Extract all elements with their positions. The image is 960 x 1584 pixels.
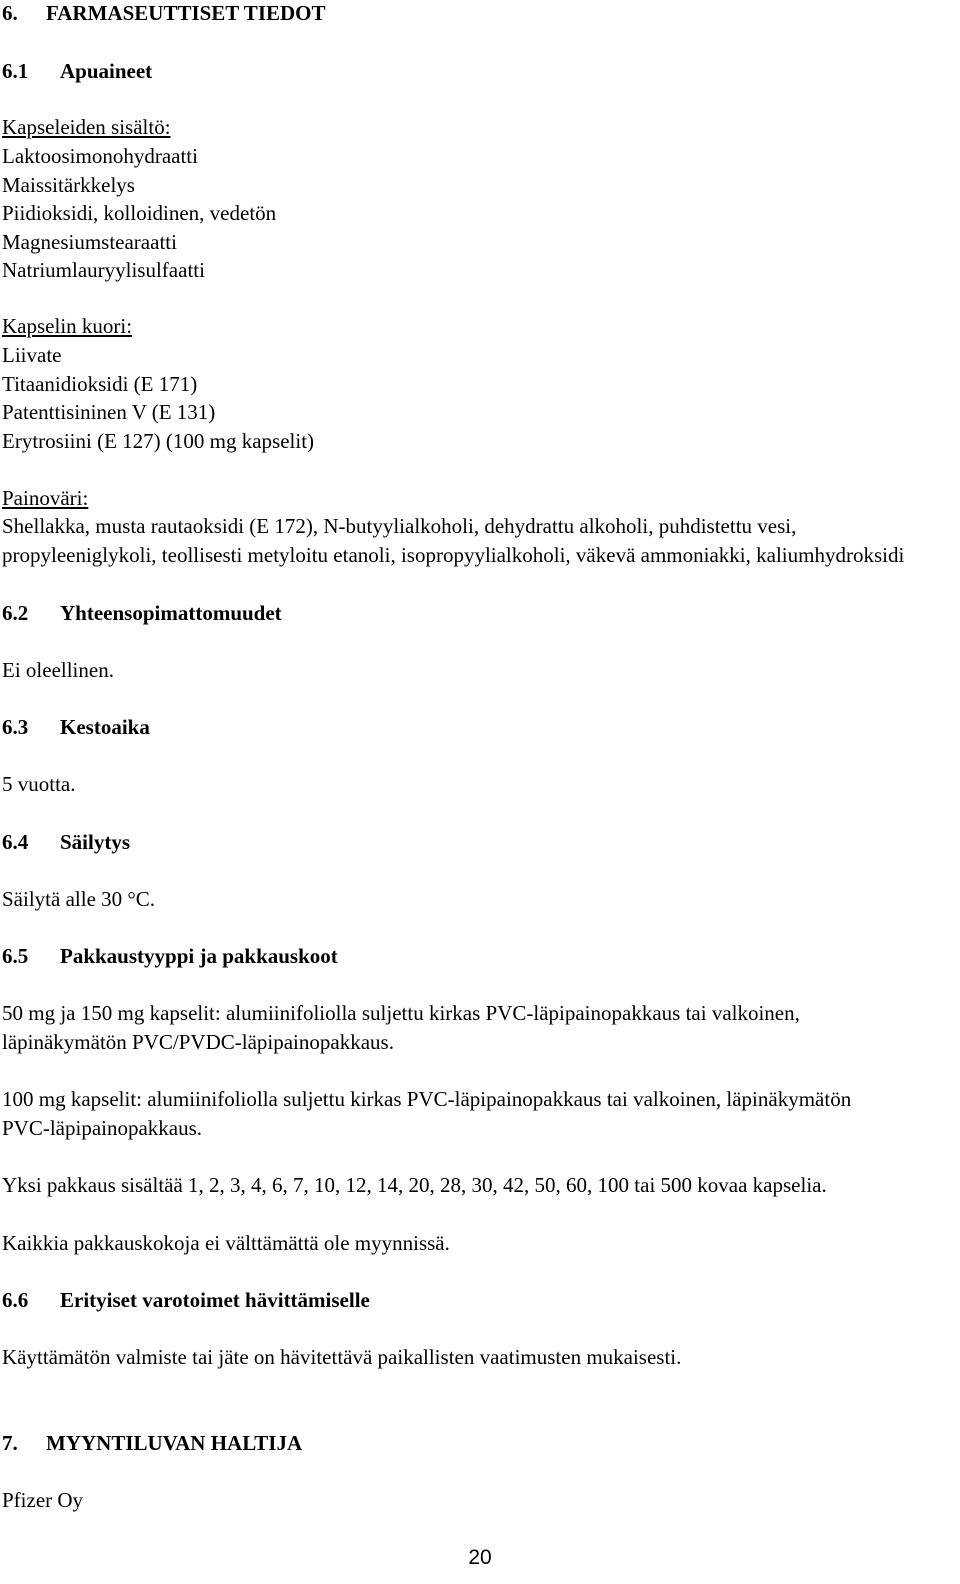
- subsection-number: 6.5: [2, 944, 29, 968]
- subsection-6-2-heading: [2, 603, 282, 624]
- subsection-6-6-heading: [2, 1290, 370, 1311]
- ink-line: Shellakka, musta rautaoksidi (E 172), N-butyylialkoholi, dehydrattu alkoholi, puhdistettu vesi,: [2, 514, 797, 538]
- capsule-contents-item: Piidioksidi, kolloidinen, vedetön: [2, 201, 277, 225]
- section-6-heading: [2, 3, 326, 24]
- section-title: MYYNTILUVAN HALTIJA: [46, 1431, 303, 1455]
- subsection-title: Apuaineet: [60, 59, 153, 83]
- capsule-contents-item: Natriumlauryylisulfaatti: [2, 258, 205, 282]
- marketing-authorisation-holder: Pfizer Oy: [2, 1488, 84, 1512]
- subsection-title: Yhteensopimattomuudet: [60, 601, 282, 625]
- ink-heading: Painoväri:: [2, 486, 89, 510]
- section-number: 6.: [2, 1, 18, 25]
- subsection-6-3-heading: [2, 717, 150, 738]
- subsection-number: 6.4: [2, 830, 29, 854]
- subsection-number: 6.3: [2, 715, 29, 739]
- capsule-contents-item: Maissitärkkelys: [2, 173, 135, 197]
- pack-sizes-paragraph: Yksi pakkaus sisältää 1, 2, 3, 4, 6, 7, 10, 12, 14, 20, 28, 30, 42, 50, 60, 100 tai 500 kovaa kapselia.: [2, 1173, 827, 1197]
- section-title: FARMASEUTTISET TIEDOT: [46, 1, 326, 25]
- packaging-paragraph-line: 100 mg kapselit: alumiinifoliolla suljettu kirkas PVC-läpipainopakkaus tai valkoinen, läpinäkymätön: [2, 1087, 852, 1111]
- subsection-title: Erityiset varotoimet hävittämiselle: [60, 1288, 370, 1312]
- capsule-contents-heading: Kapseleiden sisältö:: [2, 115, 171, 139]
- subsection-title: Säilytys: [60, 830, 131, 854]
- subsection-title: Kestoaika: [60, 715, 150, 739]
- packaging-paragraph-line: läpinäkymätön PVC/PVDC-läpipainopakkaus.: [2, 1030, 394, 1054]
- marketing-note-paragraph: Kaikkia pakkauskokoja ei välttämättä ole myynnissä.: [2, 1231, 450, 1255]
- capsule-shell-item: Erytrosiini (E 127) (100 mg kapselit): [2, 429, 315, 453]
- subsection-number: 6.1: [2, 59, 29, 83]
- capsule-contents-item: Laktoosimonohydraatti: [2, 144, 198, 168]
- subsection-6-6-text: Käyttämätön valmiste tai jäte on hävitettävä paikallisten vaatimusten mukaisesti.: [2, 1345, 682, 1369]
- capsule-shell-heading: Kapselin kuori:: [2, 314, 133, 338]
- subsection-6-1-heading: [2, 61, 152, 82]
- subsection-6-4-text: Säilytä alle 30 °C.: [2, 887, 156, 911]
- subsection-title: Pakkaustyyppi ja pakkauskoot: [60, 944, 338, 968]
- subsection-number: 6.6: [2, 1288, 29, 1312]
- subsection-6-4-heading: [2, 832, 130, 853]
- packaging-paragraph-line: PVC-läpipainopakkaus.: [2, 1116, 203, 1140]
- page-number: 20: [468, 1546, 492, 1569]
- subsection-6-5-heading: [2, 946, 338, 967]
- capsule-shell-item: Patenttisininen V (E 131): [2, 400, 216, 424]
- capsule-shell-item: Titaanidioksidi (E 171): [2, 372, 198, 396]
- capsule-contents-item: Magnesiumstearaatti: [2, 230, 177, 254]
- capsule-shell-item: Liivate: [2, 343, 62, 367]
- ink-line: propyleeniglykoli, teollisesti metyloitu etanoli, isopropyylialkoholi, väkevä ammoniakki, kaliumhydroksidi: [2, 543, 905, 567]
- subsection-6-2-text: Ei oleellinen.: [2, 658, 114, 682]
- section-number: 7.: [2, 1431, 18, 1455]
- section-7-heading: [2, 1433, 302, 1454]
- packaging-paragraph-line: 50 mg ja 150 mg kapselit: alumiinifoliolla suljettu kirkas PVC-läpipainopakkaus tai valkoinen,: [2, 1001, 800, 1025]
- subsection-number: 6.2: [2, 601, 29, 625]
- subsection-6-3-text: 5 vuotta.: [2, 772, 76, 796]
